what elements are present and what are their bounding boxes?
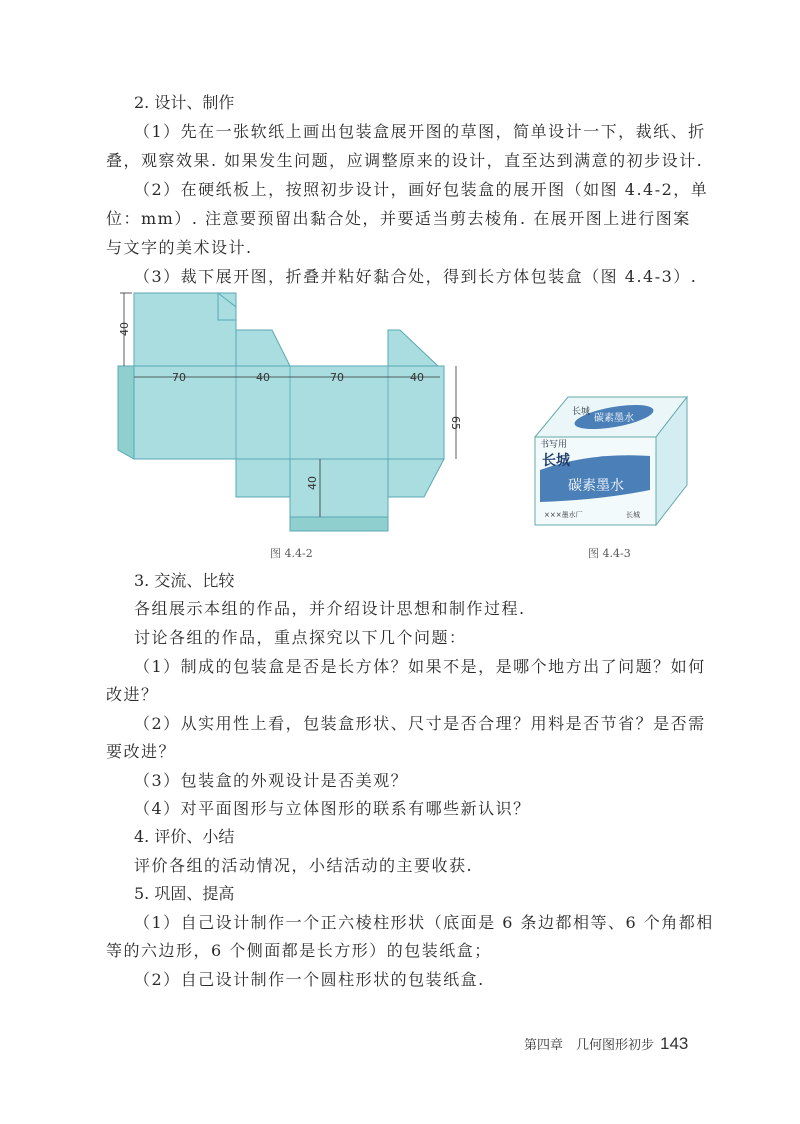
s2-para2-line1: （2）在硬纸板上，按照初步设计，画好包装盒的展开图（如图 4.4-2，单 xyxy=(134,180,709,199)
section-5-heading: 5. 巩固、提高 xyxy=(134,884,235,903)
box-front-brand: 长城 xyxy=(542,453,570,469)
box-top-brand: 长城 xyxy=(572,407,591,417)
section-2-heading: 2. 设计、制作 xyxy=(134,93,235,112)
dim-bottom-flap-label: 40 xyxy=(306,476,319,490)
s2-para1-line1: （1）先在一张软纸上画出包装盒展开图的草图，简单设计一下，裁纸、折 xyxy=(134,122,706,141)
dim-top-flap-label: 40 xyxy=(118,322,131,336)
s4-line1: 评价各组的活动情况，小结活动的主要收获. xyxy=(134,856,474,875)
s3-q3: （3）包装盒的外观设计是否美观？ xyxy=(134,771,409,790)
s3-q1-line1: （1）制成的包装盒是否是长方体？如果不是，是哪个地方出了问题？如何 xyxy=(134,657,706,676)
section-4-heading: 4. 评价、小结 xyxy=(134,827,235,846)
s3-line1: 各组展示本组的作品，并介绍设计思想和制作过程. xyxy=(134,599,526,618)
box-front-maker: ×××墨水厂 xyxy=(544,511,583,519)
box-front-tag: 书写用 xyxy=(540,440,568,450)
s3-q4: （4）对平面图形与立体图形的联系有哪些新认识？ xyxy=(134,799,531,818)
s3-line2: 讨论各组的作品，重点探究以下几个问题： xyxy=(134,628,467,647)
dim-w4-label: 40 xyxy=(410,371,424,384)
box-top-product: 碳素墨水 xyxy=(594,413,634,424)
footer-chapter: 第四章 几何图形初步 xyxy=(524,1038,655,1053)
dim-w3-label: 70 xyxy=(330,371,344,384)
dim-w2-label: 40 xyxy=(256,371,270,384)
s2-para2-line2: 位：mm）. 注意要预留出黏合处，并要适当剪去棱角. 在展开图上进行图案 xyxy=(106,209,691,228)
s2-para2-line3: 与文字的美术设计. xyxy=(106,238,253,257)
s5-task1-line2: 等的六边形，6 个侧面都是长方形）的包装纸盒； xyxy=(106,941,492,960)
dim-height-label: 65 xyxy=(449,416,462,430)
figure-4-4-3-caption: 图 4.4-3 xyxy=(588,547,631,560)
s3-q2-line2: 要改进？ xyxy=(106,742,177,761)
box-front-product: 碳素墨水 xyxy=(568,478,624,494)
s2-para1-line2: 叠，观察效果. 如果发生问题，应调整原来的设计，直至达到满意的初步设计. xyxy=(106,151,704,170)
box-front-brand-small: 长城 xyxy=(626,511,640,519)
figure-4-4-2-caption: 图 4.4-2 xyxy=(270,547,313,560)
dim-w1-label: 70 xyxy=(172,371,186,384)
s5-task1-line1: （1）自己设计制作一个正六棱柱形状（底面是 6 条边都相等、6 个角都相 xyxy=(134,913,714,932)
s2-para3: （3）裁下展开图，折叠并粘好黏合处，得到长方体包装盒（图 4.4-3）. xyxy=(134,267,698,286)
s3-q2-line1: （2）从实用性上看，包装盒形状、尺寸是否合理？用料是否节省？是否需 xyxy=(134,714,706,733)
page-number: 143 xyxy=(660,1034,689,1053)
page-footer xyxy=(524,1034,688,1054)
s5-task2: （2）自己设计制作一个圆柱形状的包装纸盒. xyxy=(134,970,485,989)
s3-q1-line2: 改进？ xyxy=(106,685,159,704)
section-3-heading: 3. 交流、比较 xyxy=(134,571,235,590)
